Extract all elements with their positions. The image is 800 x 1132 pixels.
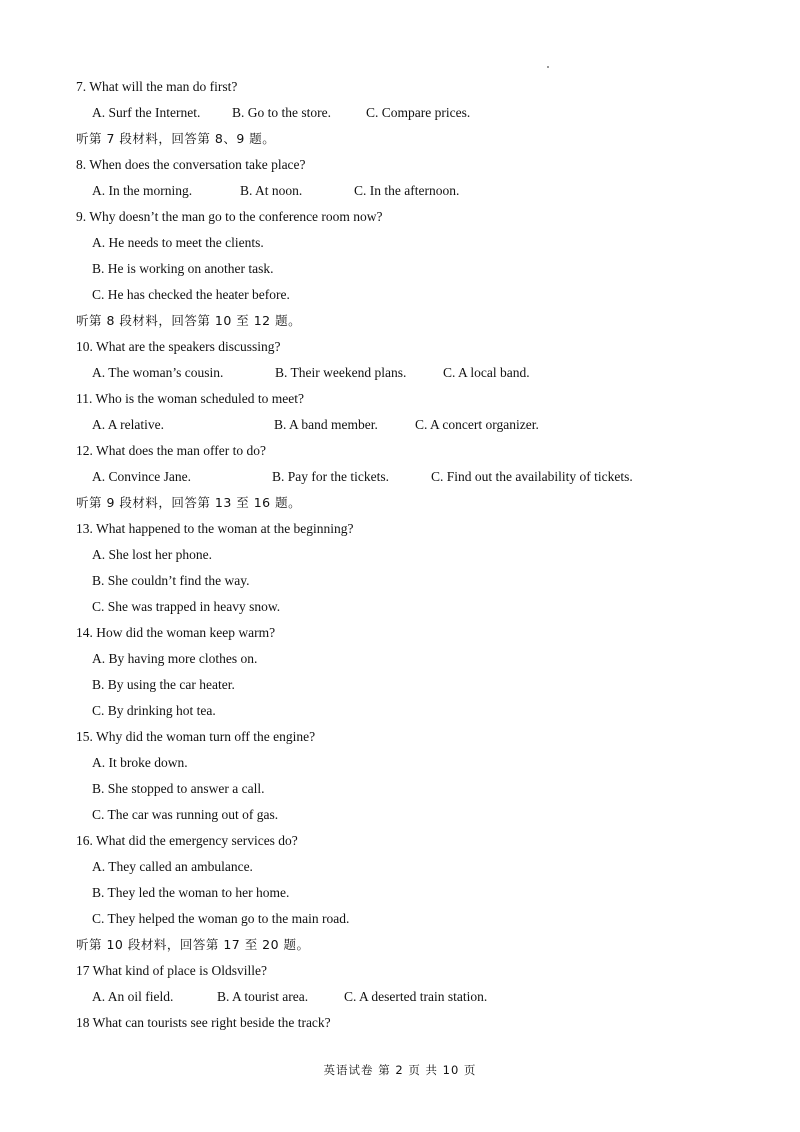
question-13: 13. What happened to the woman at the beginning? [76,521,354,536]
option-b: B. She stopped to answer a call. [92,781,265,796]
option-a: A. The woman’s cousin. [92,365,224,380]
question-18: 18 What can tourists see right beside the track? [76,1015,331,1030]
question-17: 17 What kind of place is Oldsville? [76,963,267,978]
option-c: C. A deserted train station. [344,989,488,1004]
section-instruction-8: 听第 8 段材料，回答第 10 至 12 题。 [76,313,302,328]
question-8: 8. When does the conversation take place? [76,157,306,172]
question-9: 9. Why doesn’t the man go to the conference room now? [76,209,383,224]
option-a: A. Surf the Internet. [92,105,201,120]
option-b: B. Their weekend plans. [275,365,407,380]
question-14: 14. How did the woman keep warm? [76,625,276,640]
option-a: A. In the morning. [92,183,193,198]
option-a: A. By having more clothes on. [92,651,258,666]
option-b: B. Pay for the tickets. [272,469,389,484]
option-a: A. An oil field. [92,989,174,1004]
option-c: C. The car was running out of gas. [92,807,279,822]
option-c: C. They helped the woman go to the main road. [92,911,350,926]
option-c: C. In the afternoon. [354,183,460,198]
question-15: 15. Why did the woman turn off the engine? [76,729,316,744]
option-b: B. A band member. [274,417,378,432]
option-b: B. She couldn’t find the way. [92,573,250,588]
question-7: 7. What will the man do first? [76,79,238,94]
page-footer: 英语试卷 第 2 页 共 10 页 [323,1063,477,1077]
option-a: A. Convince Jane. [92,469,191,484]
option-c: C. Find out the availability of tickets. [431,469,633,484]
scan-mark [547,66,549,68]
option-c: C. He has checked the heater before. [92,287,290,302]
option-a: A. A relative. [92,417,164,432]
option-b: B. They led the woman to her home. [92,885,290,900]
option-c: C. A local band. [443,365,530,380]
option-a: A. It broke down. [92,755,188,770]
option-c: C. A concert organizer. [415,417,539,432]
option-c: C. She was trapped in heavy snow. [92,599,281,614]
section-instruction-7: 听第 7 段材料，回答第 8、9 题。 [76,131,276,146]
question-16: 16. What did the emergency services do? [76,833,298,848]
option-a: A. They called an ambulance. [92,859,253,874]
option-c: C. By drinking hot tea. [92,703,216,718]
option-a: A. He needs to meet the clients. [92,235,264,250]
section-instruction-9: 听第 9 段材料，回答第 13 至 16 题。 [76,495,302,510]
question-10: 10. What are the speakers discussing? [76,339,281,354]
question-12: 12. What does the man offer to do? [76,443,266,458]
option-b: B. By using the car heater. [92,677,235,692]
section-instruction-10: 听第 10 段材料，回答第 17 至 20 题。 [76,937,310,952]
option-a: A. She lost her phone. [92,547,212,562]
option-c: C. Compare prices. [366,105,471,120]
question-11: 11. Who is the woman scheduled to meet? [76,391,304,406]
option-b: B. He is working on another task. [92,261,274,276]
option-b: B. A tourist area. [217,989,309,1004]
option-b: B. Go to the store. [232,105,331,120]
option-b: B. At noon. [240,183,303,198]
